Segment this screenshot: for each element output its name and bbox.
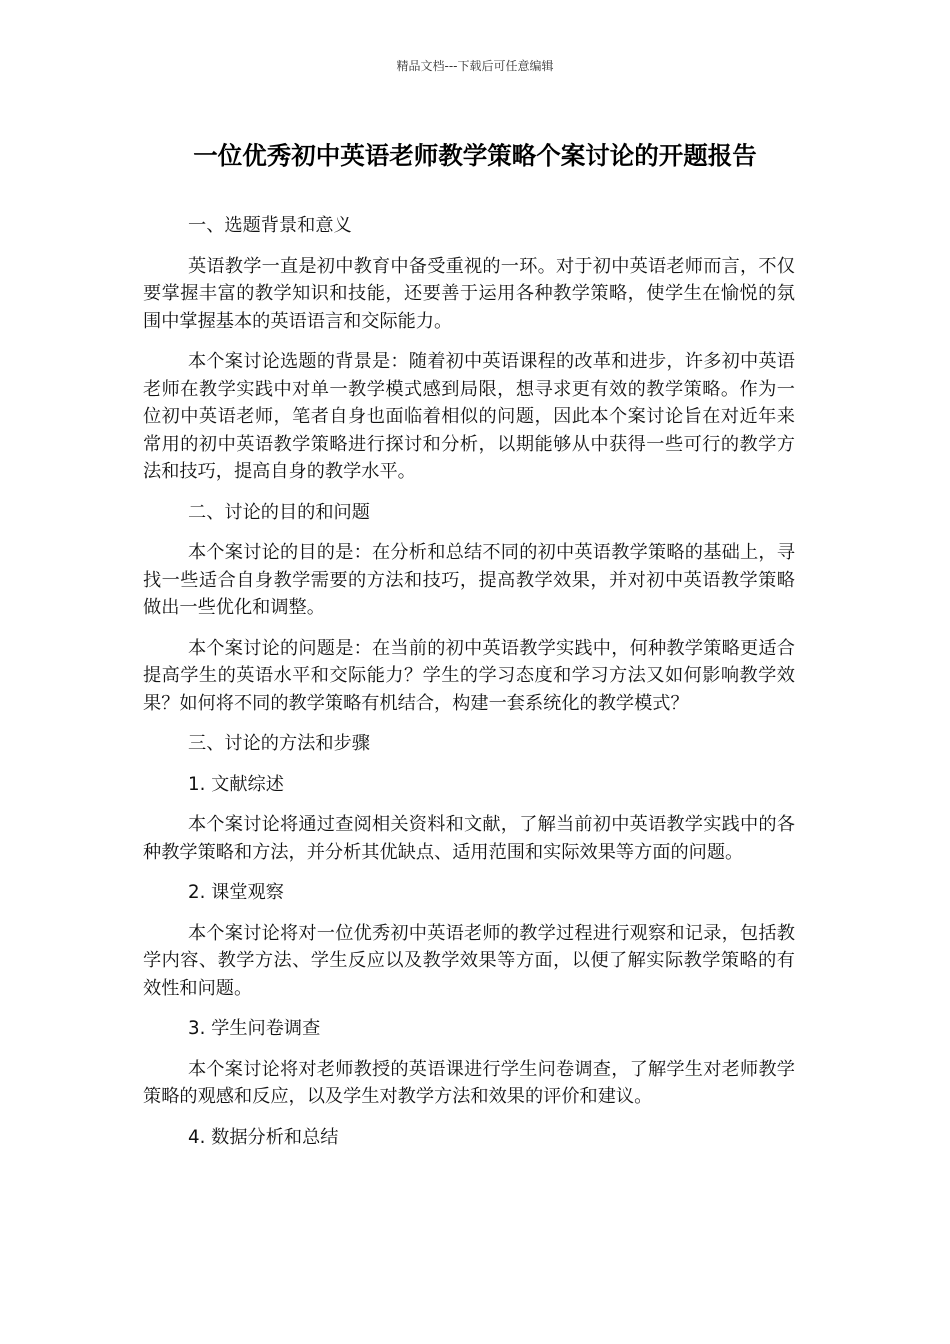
section-heading-methods: 三、讨论的方法和步骤 [188, 733, 370, 754]
paragraph-student-survey: 本个案讨论将对老师教授的英语课进行学生问卷调查，了解学生对老师教学策略的观感和反应，以及学生对教学方法和效果的评价和建议。 [143, 1058, 795, 1107]
subheading-student-survey: 3. 学生问卷调查 [188, 1018, 321, 1039]
paragraph-background-reason: 本个案讨论选题的背景是：随着初中英语课程的改革和进步，许多初中英语老师在教学实践中对单一教学模式感到局限，想寻求更有效的教学策略。作为一位初中英语老师，笔者自身也面临着相似的问题，因此本个案讨论旨在对近年来常用的初中英语教学策略进行探讨和分析，以期能够从中获得一些可行的教学方法和技巧，提高自身的教学水平。 [143, 351, 795, 482]
header-note: 精品文档---下载后可任意编辑 [396, 59, 554, 73]
document-body [143, 212, 795, 1164]
paragraph-classroom-observation: 本个案讨论将对一位优秀初中英语老师的教学过程进行观察和记录，包括教学内容、教学方法、学生反应以及教学效果等方面，以便了解实际教学策略的有效性和问题。 [143, 922, 795, 999]
subheading-literature-review: 1. 文献综述 [188, 773, 284, 795]
section-heading-background: 一、选题背景和意义 [188, 215, 352, 236]
paragraph-background-intro: 英语教学一直是初中教育中备受重视的一环。对于初中英语老师而言，不仅要掌握丰富的教学知识和技能，还要善于运用各种教学策略，使学生在愉悦的氛围中掌握基本的英语语言和交际能力。 [143, 255, 795, 332]
paragraph-questions: 本个案讨论的问题是：在当前的初中英语教学实践中，何种教学策略更适合提高学生的英语水平和交际能力？学生的学习态度和学习方法又如何影响教学效果？如何将不同的教学策略有机结合，构建一套系统化的教学模式？ [143, 637, 795, 714]
section-heading-purpose: 二、讨论的目的和问题 [188, 501, 370, 523]
subheading-classroom-observation: 2. 课堂观察 [188, 882, 284, 903]
subheading-data-analysis: 4. 数据分析和总结 [188, 1126, 339, 1148]
document-title: 一位优秀初中英语老师教学策略个案讨论的开题报告 [193, 141, 757, 170]
paragraph-literature-review: 本个案讨论将通过查阅相关资料和文献，了解当前初中英语教学实践中的各种教学策略和方法，并分析其优缺点、适用范围和实际效果等方面的问题。 [143, 814, 795, 863]
paragraph-purpose: 本个案讨论的目的是：在分析和总结不同的初中英语教学策略的基础上，寻找一些适合自身教学需要的方法和技巧，提高教学效果，并对初中英语教学策略做出一些优化和调整。 [143, 542, 795, 618]
